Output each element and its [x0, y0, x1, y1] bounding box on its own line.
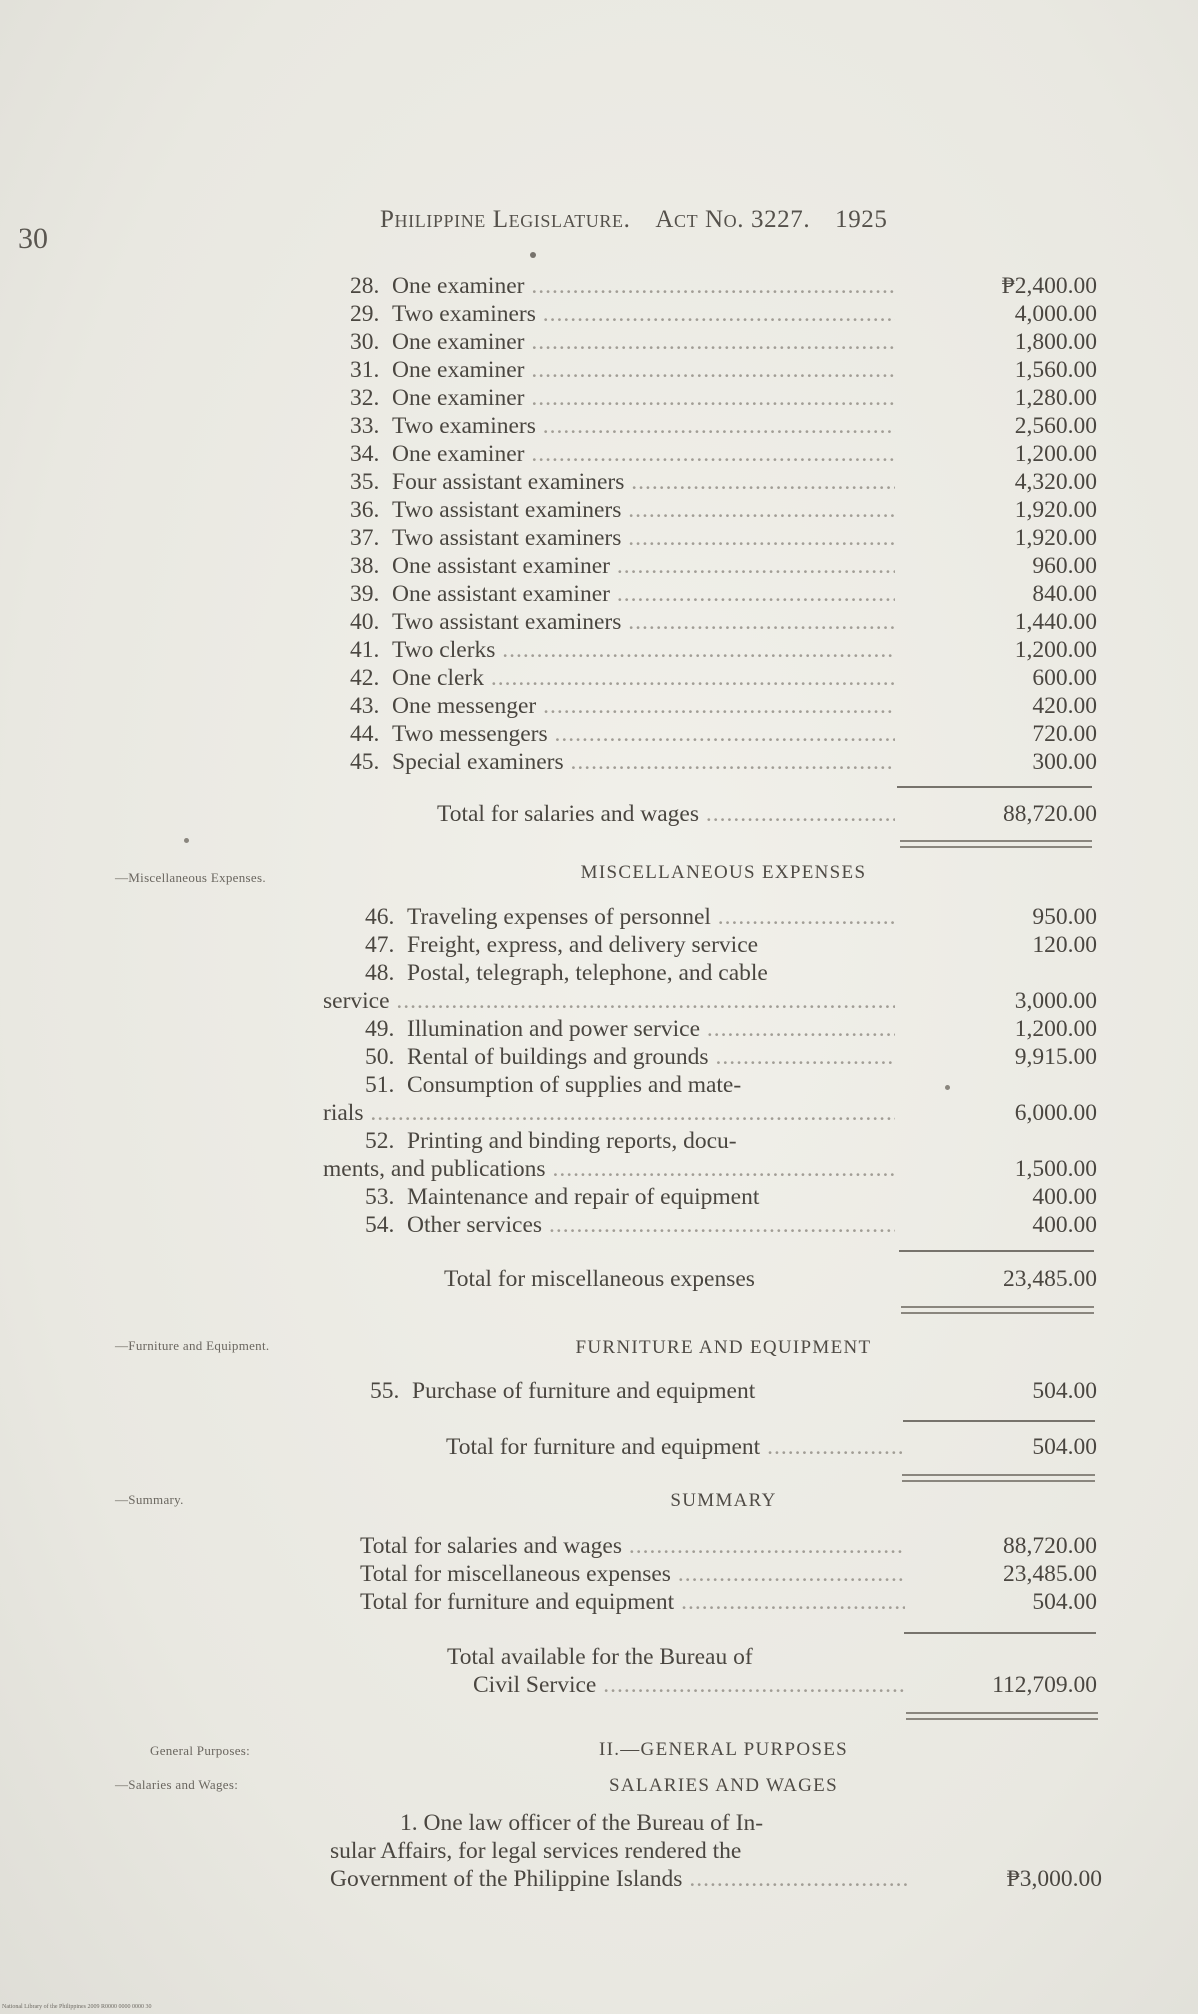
summary-line-misc: Total for miscellaneous expenses ..... 23,485.00 — [360, 1560, 1097, 1588]
running-head-title: Philippine Legislature. — [380, 206, 631, 233]
total-rule — [903, 1420, 1095, 1422]
running-head-year: 1925 — [835, 206, 888, 233]
page-number: 30 — [18, 222, 48, 255]
total-rule — [897, 786, 1092, 788]
salary-line-42: 42. One clerk ..... 600.00 — [350, 664, 1097, 692]
running-head-act: Act No. 3227. — [655, 206, 811, 233]
section-heading-misc: MISCELLANEOUS EXPENSES — [580, 862, 867, 883]
section-heading-furniture: FURNITURE AND EQUIPMENT — [575, 1337, 872, 1358]
furniture-line-55: 55. Purchase of furniture and equipment 504.00 — [370, 1378, 1097, 1404]
misc-line-48a: 48. Postal, telegraph, telephone, and cable — [365, 960, 768, 986]
misc-line-48b: service ..... 3,000.00 — [323, 987, 1097, 1015]
misc-line-54: 54. Other services ..... 400.00 — [365, 1211, 1097, 1239]
misc-line-51b: rials ..... 6,000.00 — [323, 1099, 1097, 1127]
section-heading-summary: SUMMARY — [670, 1490, 777, 1511]
general-line-1b: sular Affairs, for legal services rendered the — [330, 1838, 742, 1864]
margin-note-general: General Purposes: — [150, 1743, 251, 1758]
total-rule — [904, 1632, 1096, 1634]
double-rule — [901, 1306, 1094, 1314]
salary-line-36: 36. Two assistant examiners ..... 1,920.00 — [350, 496, 1097, 524]
double-rule — [902, 1474, 1095, 1482]
salary-line-44: 44. Two messengers ..... 720.00 — [350, 720, 1097, 748]
salary-line-38: 38. One assistant examiner ..... 960.00 — [350, 552, 1097, 580]
misc-line-50: 50. Rental of buildings and grounds ..... 9,915.00 — [365, 1043, 1097, 1071]
ink-dot — [530, 252, 536, 258]
salary-line-33: 33. Two examiners ..... 2,560.00 — [350, 412, 1097, 440]
misc-line-46: 46. Traveling expenses of personnel ..... 950.00 — [365, 903, 1097, 931]
running-head — [380, 206, 888, 234]
margin-note-misc: —Miscellaneous Expenses. — [115, 870, 266, 885]
furniture-total-line: Total for furniture and equipment ..... 504.00 — [446, 1433, 1097, 1461]
misc-line-52b: ments, and publications ..... 1,500.00 — [323, 1155, 1097, 1183]
salary-line-34: 34. One examiner ..... 1,200.00 — [350, 440, 1097, 468]
margin-note-general-salaries: —Salaries and Wages: — [115, 1777, 239, 1792]
salary-line-43: 43. One messenger ..... 420.00 — [350, 692, 1097, 720]
section-subheading-salaries: SALARIES AND WAGES — [609, 1775, 838, 1796]
salary-line-35: 35. Four assistant examiners ..... 4,320.00 — [350, 468, 1097, 496]
double-rule — [900, 840, 1092, 848]
salary-line-28: 28. One examiner ..... ₱2,400.00 — [350, 272, 1097, 300]
general-line-1c: Government of the Philippine Islands ..... ₱3,000.00 — [330, 1865, 1102, 1893]
general-line-1a: 1. One law officer of the Bureau of In- — [400, 1810, 764, 1836]
margin-note-summary: —Summary. — [115, 1492, 184, 1507]
section-heading-general: II.—GENERAL PURPOSES — [598, 1739, 849, 1760]
salary-line-37: 37. Two assistant examiners ..... 1,920.00 — [350, 524, 1097, 552]
salary-line-30: 30. One examiner ..... 1,800.00 — [350, 328, 1097, 356]
salary-line-41: 41. Two clerks ..... 1,200.00 — [350, 636, 1097, 664]
misc-total-line: Total for miscellaneous expenses 23,485.00 — [444, 1266, 1097, 1292]
misc-line-51a: 51. Consumption of supplies and mate- — [365, 1072, 742, 1098]
summary-line-salaries: Total for salaries and wages ..... 88,720.00 — [360, 1532, 1097, 1560]
salaries-total-line: Total for salaries and wages ..... 88,720.00 — [437, 800, 1097, 828]
misc-line-53: 53. Maintenance and repair of equipment 400.00 — [365, 1184, 1097, 1210]
footer-credit: National Library of the Philippines 2009 R0000 0000 0000 30 — [2, 2004, 152, 2010]
grand-total-line-2: Civil Service ..... 112,709.00 — [473, 1671, 1097, 1699]
salary-line-31: 31. One examiner ..... 1,560.00 — [350, 356, 1097, 384]
misc-line-49: 49. Illumination and power service ..... 1,200.00 — [365, 1015, 1097, 1043]
salary-line-39: 39. One assistant examiner ..... 840.00 — [350, 580, 1097, 608]
ink-dot — [184, 838, 189, 843]
total-rule — [899, 1250, 1094, 1252]
misc-line-47: 47. Freight, express, and delivery service 120.00 — [365, 932, 1097, 958]
salary-line-29: 29. Two examiners ..... 4,000.00 — [350, 300, 1097, 328]
summary-line-furniture: Total for furniture and equipment ..... 504.00 — [360, 1588, 1097, 1616]
misc-line-52a: 52. Printing and binding reports, docu- — [365, 1128, 737, 1154]
salary-line-45: 45. Special examiners ..... 300.00 — [350, 748, 1097, 776]
double-rule — [906, 1712, 1098, 1720]
grand-total-line-1: Total available for the Bureau of — [447, 1644, 753, 1670]
salary-line-40: 40. Two assistant examiners ..... 1,440.00 — [350, 608, 1097, 636]
margin-note-furniture: —Furniture and Equipment. — [115, 1338, 270, 1353]
salary-line-32: 32. One examiner ..... 1,280.00 — [350, 384, 1097, 412]
